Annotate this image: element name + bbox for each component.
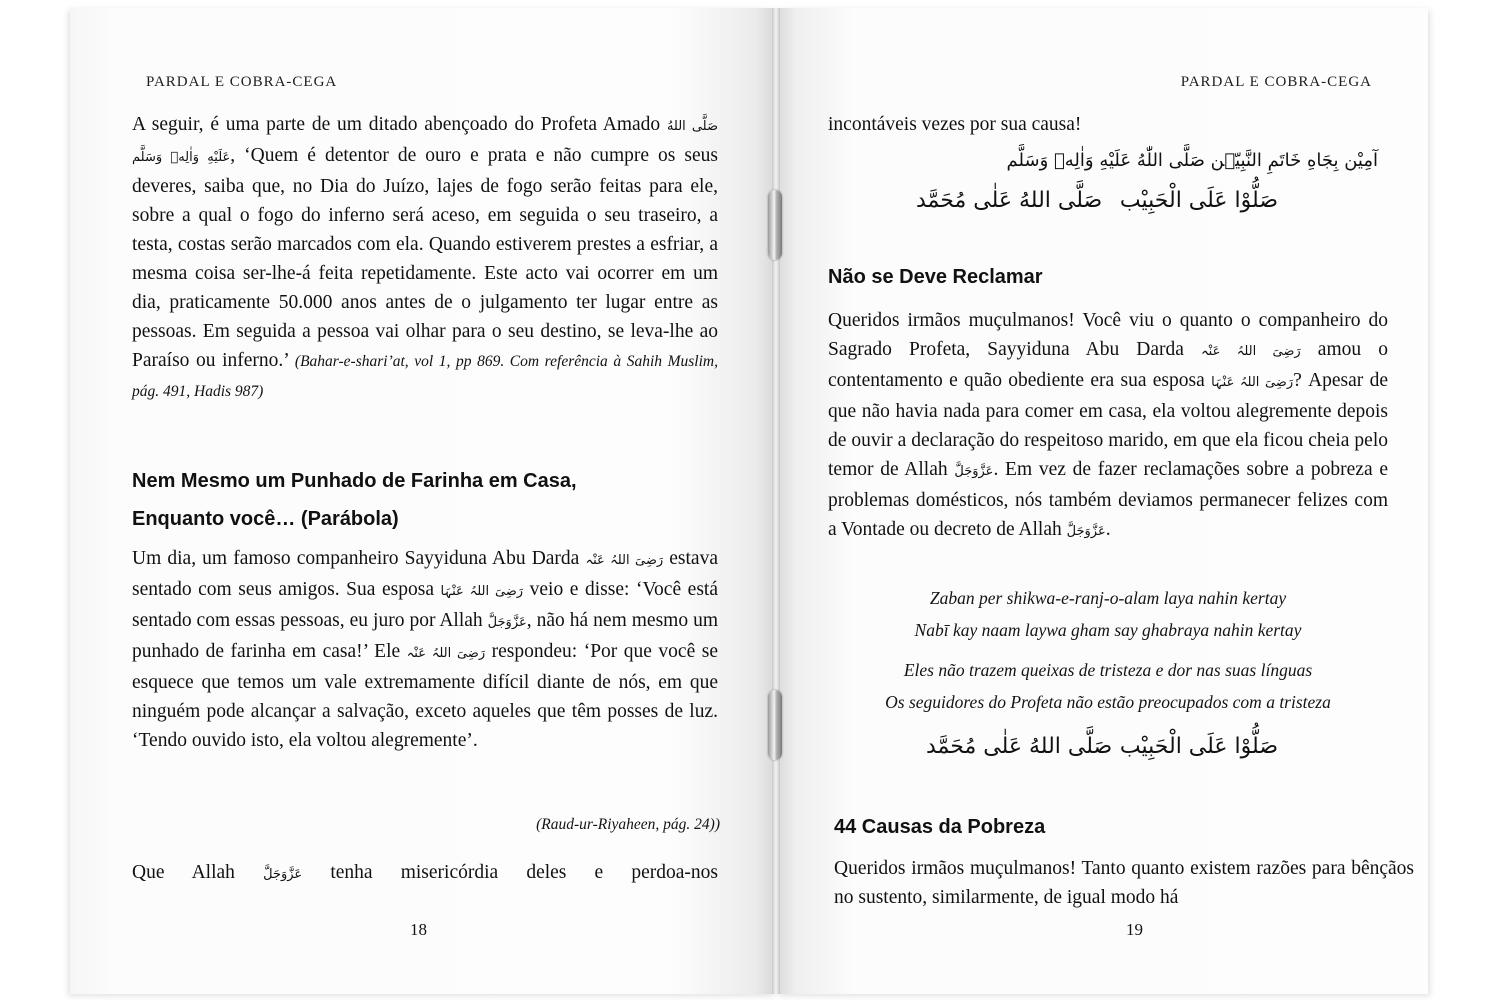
verse-block	[828, 582, 1388, 718]
right-carry-line: incontáveis vezes por sua causa!	[828, 114, 1082, 135]
staple	[768, 190, 782, 260]
durood-left: صَلَّى اللهُ عَلٰى مُحَمَّد	[916, 188, 1103, 213]
text-segment: , ‘Quem é detentor de ouro e prata e não cumpre os seus deveres, saiba que, no Dia do Juízo, lajes de fogo serão feitas para ele, sobre a qual o fogo do inferno será aceso, em seguida o seu traseiro, a testa, costas serão marcados com ela. Quando estiverem prestes a esfriar, a mesma coisa ser-lhe-á feita repetidamente. Este acto vai ocorrer em um dia, praticamente 50.000 anos antes de o julgamento ter lugar entre as pessoas. Em seguida a pessoa vai olhar para o seu destino, se leva-lhe ao Paraíso ou inferno.’	[132, 145, 718, 371]
honorific-glyph: رَضِیَ اللہُ عَنْہ	[1201, 344, 1301, 359]
running-head-right: PARDAL E COBRA-CEGA	[1180, 74, 1372, 90]
text-segment: tenha misericórdia deles e perdoa-nos	[302, 862, 718, 883]
left-paragraph-3	[132, 858, 718, 889]
honorific-glyph: عَزَّوَجَلَّ	[1066, 524, 1106, 539]
text-segment: .	[1105, 519, 1111, 540]
section-heading-1: Não se Deve Reclamar	[828, 266, 1043, 288]
verse-line: Os seguidores do Profeta não estão preocupados com a tristeza	[885, 692, 1331, 712]
honorific-glyph: رَضِیَ اللہُ عَنْہ	[585, 553, 664, 568]
section-heading-line-1: Nem Mesmo um Punhado de Farinha em Casa,	[132, 470, 577, 492]
staple	[768, 690, 782, 760]
verse-line: Nabī kay naam laywa gham say ghabraya nahin kertay	[914, 620, 1302, 640]
honorific-glyph: عَزَّوَجَلَّ	[487, 615, 527, 630]
dua-line: آمِيْن بِجَاهِ خَاتَمِ النَّبِيّٖن صَلَّى اللّٰهُ عَلَيْهِ وَاٰلِهٖ وَسَلَّم	[1006, 150, 1378, 171]
book-spine	[772, 8, 780, 994]
left-paragraph-1	[132, 110, 718, 406]
durood-right: صَلُّوْا عَلَى الْحَبِيْب	[1119, 188, 1278, 213]
right-paragraph-1	[828, 306, 1388, 546]
honorific-glyph: رَضِیَ اللہُ عَنْہ	[406, 646, 486, 661]
text-segment: Queridos irmãos muçulmanos! Você viu o quanto o companheiro do Sagrado Profeta, Sayyiduna Abu Darda	[828, 310, 1388, 360]
running-head-left: PARDAL E COBRA-CEGA	[146, 74, 338, 90]
honorific-glyph: رَضِیَ اللہُ عَنْہَا	[440, 584, 524, 599]
text-segment: amou o contentamento e quão obediente era sua esposa	[828, 339, 1388, 391]
text-segment: , não há nem mesmo um punhado de farinha em casa!’ Ele	[132, 610, 718, 662]
section-heading-2: 44 Causas da Pobreza	[834, 816, 1046, 838]
text-segment: estava sentado com seus amigos. Sua esposa	[132, 548, 718, 600]
page-number-left: 18	[410, 920, 427, 939]
honorific-glyph: صَلَّى اللهُ عَلَيْهِ وَاٰلِهٖ وَسَلَّم	[132, 119, 719, 165]
citation: (Raud-ur-Riyaheen, pág. 24))	[536, 816, 720, 833]
page-number-right: 19	[1126, 920, 1143, 939]
left-paragraph-2	[132, 544, 718, 755]
honorific-glyph: عَزَّوَجَلَّ	[954, 464, 994, 479]
verse-line: Eles não trazem queixas de tristeza e dor nas suas línguas	[903, 660, 1313, 680]
text-segment: ? Apesar de que não havia nada para comer em casa, ela voltou alegremente depois de ouvir a declaração do respeitoso marido, em que ela ficou cheia pelo temor de Allah	[828, 370, 1389, 480]
text-segment: respondeu: ‘Por que você se esquece que temos um vale extremamente difícil diante de nós, em que ninguém pode alcançar a salvação, exceto aqueles que têm posses de luz. ‘Tendo ouvido isto, ela voltou alegremente’.	[132, 641, 718, 751]
section-heading-line-2: Enquanto você… (Parábola)	[132, 508, 399, 530]
text-segment: Que Allah	[132, 862, 264, 883]
durood-right: صَلُّوْا عَلَى الْحَبِيْب	[1119, 734, 1278, 759]
text-segment: A seguir, é uma parte de um ditado abençoado do Profeta Amado	[132, 114, 667, 135]
left-page	[70, 8, 776, 994]
verse-line: Zaban per shikwa-e-ranj-o-alam laya nahin kertay	[929, 588, 1287, 608]
durood-left: صَلَّى اللهُ عَلٰى مُحَمَّد	[926, 734, 1113, 759]
reference-note: (Bahar-e-shari’at, vol 1, pp 869. Com referência à Sahih Muslim, pág. 491, Hadis 987)	[132, 353, 718, 400]
honorific-glyph: رَضِیَ اللہُ عَنْہَا	[1211, 375, 1294, 390]
right-page	[776, 8, 1428, 994]
honorific-glyph: عَزَّوَجَلَّ	[263, 867, 303, 882]
text-segment: Um dia, um famoso companheiro Sayyiduna Abu Darda	[132, 548, 586, 569]
text-segment: . Em vez de fazer reclamações sobre a pobreza e problemas domésticos, nós também deviamos permanecer felizes com a Vontade ou decreto de Allah	[828, 459, 1388, 540]
text-segment: veio e disse: ‘Você está sentado com essas pessoas, eu juro por Allah	[132, 579, 718, 631]
right-paragraph-2: Queridos irmãos muçulmanos! Tanto quanto existem razões para bênçãos no sustento, similarmente, de igual modo há	[834, 858, 1414, 908]
